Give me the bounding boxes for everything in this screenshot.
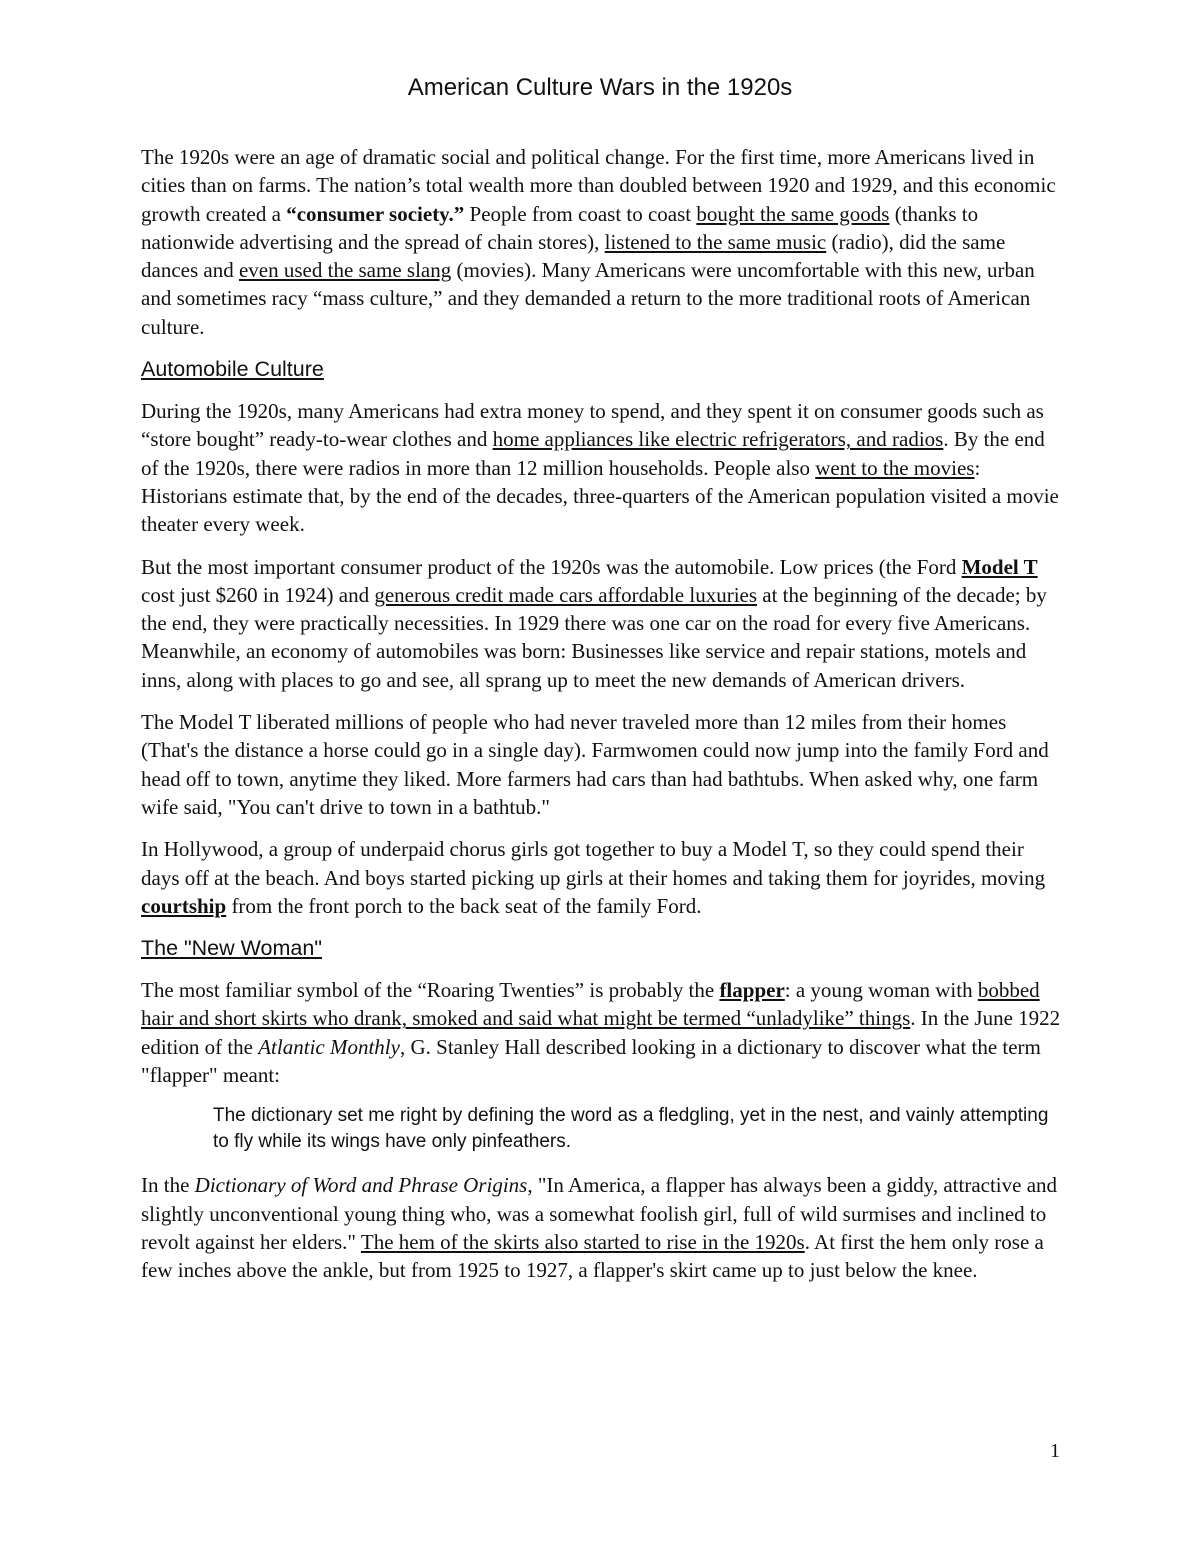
intro-paragraph <box>141 143 1061 341</box>
italic-title-dictionary: Dictionary of Word and Phrase Origins <box>194 1173 528 1198</box>
text-run: at the beginning of the decade; by the end, they were practically necessities. In 1929 there was one car on the road for every five Americans. Meanwhile, an economy of automobiles was born: Businesses like service and repair stations, motels and inns, along with places to go and see, all sprang up to meet the new demands of American drivers. <box>141 582 1047 692</box>
text-run: , "In America, a flapper has always been a giddy, attractive and slightly unconventional young thing who, was a somewhat foolish girl, full of wild surmises and inclined to revolt against her elders." <box>141 1173 1058 1254</box>
text-run: But the most important consumer product of the 1920s was the automobile. Low prices (the Ford <box>141 554 962 579</box>
page-title: American Culture Wars in the 1920s <box>407 74 793 101</box>
text-run: (radio), did the same dances and <box>141 229 1006 283</box>
text-run: , G. Stanley Hall described looking in a dictionary to discover what the term "flapper" meant: <box>141 1034 1041 1088</box>
underlined-phrase: bobbed hair and short skirts who drank, smoked and said what might be termed “unladylike” things <box>141 978 1040 1031</box>
text-run: During the 1920s, many Americans had extra money to spend, and they spent it on consumer goods such as “store bought” ready-to-wear clothes and <box>141 399 1044 452</box>
text-run: . At first the hem only rose a few inches above the ankle, but from 1925 to 1927, a flapper's skirt came up to just below the knee. <box>141 1229 1044 1283</box>
block-quote: The dictionary set me right by defining the word as a fledgling, yet in the nest, and vainly attempting to fly while its wings have only pinfeathers. <box>213 1105 1049 1153</box>
page-number: 1 <box>1050 1440 1060 1462</box>
paragraph <box>141 553 1061 694</box>
underlined-phrase: bought the same goods <box>696 201 890 226</box>
paragraph <box>141 835 1061 920</box>
underlined-phrase: even used the same slang <box>238 258 452 283</box>
underlined-phrase: went to the movies <box>815 455 975 480</box>
text-run: (thanks to nationwide advertising and the spread of chain stores), <box>141 201 979 254</box>
text-run: People from coast to coast <box>464 201 697 226</box>
underlined-phrase: generous credit made cars affordable luxuries <box>374 582 758 607</box>
underlined-phrase: The hem of the skirts also started to rise in the 1920s <box>360 1229 805 1254</box>
text-run: In Hollywood, a group of underpaid chorus girls got together to buy a Model T, so they could spend their days off at the beach. And boys started picking up girls at their homes and taking them for joyrides, moving <box>141 837 1046 890</box>
text-run: cost just $260 in 1924) and <box>141 582 375 607</box>
document-body <box>141 143 1061 1299</box>
bold-term-flapper: flapper <box>719 978 785 1003</box>
underlined-phrase: listened to the same music <box>604 229 827 254</box>
underlined-phrase: home appliances like electric refrigerators, and radios <box>492 427 944 452</box>
text-run: . In the June 1922 edition of the <box>141 1006 1061 1059</box>
text-run: In the <box>141 1173 195 1198</box>
paragraph <box>141 397 1061 538</box>
text-run: The most familiar symbol of the “Roaring Twenties” is probably the <box>141 978 720 1003</box>
paragraph: The Model T liberated millions of people who had never traveled more than 12 miles from their homes (That's the distance a horse could go in a single day). Farmwomen could now jump into the family Ford and head off to town, anytime they liked. More farmers had cars than had bathtubs. When asked why, one farm wife said, "You can't drive to town in a bathtub." <box>141 710 1049 819</box>
italic-title-atlantic-monthly: Atlantic Monthly <box>258 1034 400 1059</box>
text-run: from the front porch to the back seat of the family Ford. <box>226 893 702 918</box>
section-heading-new-woman: The "New Woman" <box>141 936 322 961</box>
text-run: : a young woman with <box>784 978 978 1003</box>
text-run: . By the end of the 1920s, there were radios in more than 12 million households. People also <box>141 427 1045 480</box>
bold-term-model-t: Model T <box>961 554 1038 579</box>
paragraph <box>141 976 1061 1089</box>
text-run: : Historians estimate that, by the end of the decades, three-quarters of the American population visited a movie theater every week. <box>141 455 1059 537</box>
bold-term-courtship: courtship <box>141 893 227 918</box>
bold-term-consumer-society: “consumer society.” <box>286 201 465 226</box>
text-run: (movies). Many Americans were uncomfortable with this new, urban and sometimes racy “mass culture,” and they demanded a return to the more traditional roots of American culture. <box>141 258 1035 339</box>
text-run: The 1920s were an age of dramatic social and political change. For the first time, more Americans lived in cities than on farms. The nation’s total wealth more than doubled between 1920 and 1929, and this economic growth created a <box>141 145 1056 226</box>
paragraph <box>141 1171 1061 1284</box>
section-heading-automobile-culture: Automobile Culture <box>141 357 324 382</box>
